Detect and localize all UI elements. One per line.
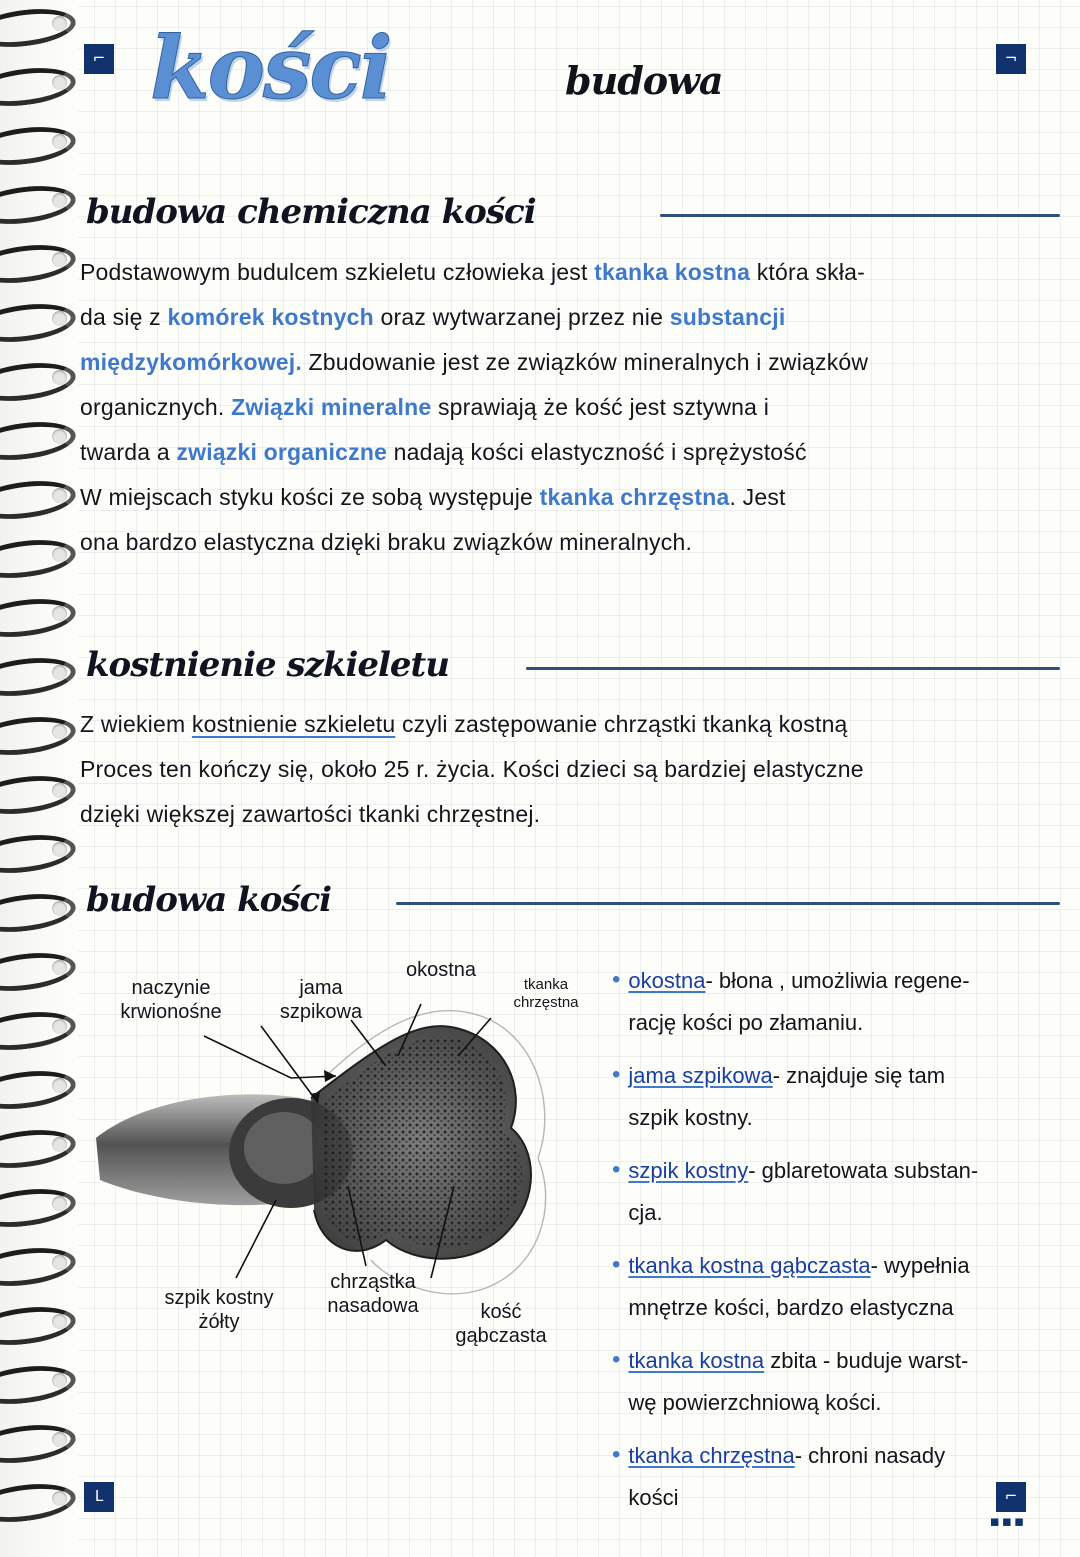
figure-label-okostna: okostna	[405, 959, 477, 981]
page-title: kości	[150, 18, 391, 119]
spiral-punch-hole	[52, 547, 67, 562]
corner-mark-glyph: ⌐	[92, 48, 106, 67]
spiral-ring	[0, 1243, 78, 1291]
list-item-text	[628, 1435, 945, 1519]
text-line	[80, 250, 1000, 295]
list-item-definition: - wypełnia	[870, 1253, 970, 1278]
list-item-text	[628, 960, 969, 1044]
bone-diagram	[86, 948, 606, 1418]
spiral-punch-hole	[52, 488, 67, 503]
text-span: dzięki większej zawartości tkanki chrzęstnej.	[80, 801, 541, 827]
section-rule	[660, 214, 1060, 217]
list-item-definition: zbita - buduje warst-	[764, 1348, 969, 1373]
spiral-ring	[0, 1125, 78, 1173]
section-heading-text: kostnienie szkieletu	[86, 645, 449, 685]
spiral-ring	[0, 653, 78, 701]
text-span: nadają kości elastyczność i sprężystość	[387, 439, 807, 465]
corner-mark-glyph: ⌐	[1004, 1486, 1018, 1505]
text-line	[80, 792, 1010, 837]
spiral-punch-hole	[52, 370, 67, 385]
list-item-definition: - znajduje się tam	[772, 1063, 946, 1088]
corner-mark-top-left	[84, 44, 114, 74]
spiral-ring	[0, 63, 78, 111]
spiral-punch-hole	[52, 1255, 67, 1270]
list-item-text	[628, 1245, 969, 1329]
spiral-punch-hole	[52, 193, 67, 208]
list-item-term: jama szpikowa	[628, 1063, 773, 1088]
figure-label-tkanka-chrzestna: tkanka chrzęstna	[513, 976, 579, 1011]
spiral-punch-hole	[52, 311, 67, 326]
spiral-binding	[0, 0, 78, 1557]
section-heading-budowa-kosci	[86, 880, 331, 920]
spiral-ring	[0, 1420, 78, 1468]
list-item-continuation: kości	[628, 1485, 679, 1510]
spiral-punch-hole	[52, 1491, 67, 1506]
section-rule	[526, 667, 1060, 670]
text-span: komórek kostnych	[167, 304, 374, 330]
spiral-punch-hole	[52, 606, 67, 621]
spiral-ring	[0, 948, 78, 996]
list-item	[612, 1055, 1032, 1139]
figure-label-naczynie-krwionosne: naczynie krwionośne	[120, 977, 222, 1023]
text-span: międzykomórkowej.	[80, 349, 302, 375]
spiral-ring	[0, 1066, 78, 1114]
bullet-dot-icon: •	[612, 1156, 621, 1183]
list-item-term: okostna	[628, 968, 706, 993]
text-line	[80, 340, 1000, 385]
spiral-punch-hole	[52, 252, 67, 267]
text-span: Związki mineralne	[231, 394, 432, 420]
list-item-continuation: szpik kostny.	[628, 1105, 753, 1130]
text-span: Zbudowanie jest ze związków mineralnych i związków	[301, 349, 869, 375]
text-span: sprawiają że kość jest sztywna i	[431, 394, 770, 420]
bullet-dot-icon: •	[612, 966, 621, 993]
spiral-ring	[0, 299, 78, 347]
spiral-punch-hole	[52, 1432, 67, 1447]
text-span: tkanka kostna	[594, 259, 751, 285]
spiral-punch-hole	[52, 960, 67, 975]
spiral-punch-hole	[52, 1137, 67, 1152]
text-span: która skła-	[750, 259, 866, 285]
spiral-punch-hole	[52, 665, 67, 680]
spiral-punch-hole	[52, 75, 67, 90]
figure-label-szpik-kostny-zolty: szpik kostny żółty	[164, 1287, 274, 1333]
section-heading-chemiczna	[86, 192, 536, 232]
corner-mark-glyph: ¬	[1004, 48, 1018, 67]
list-item-text	[628, 1150, 978, 1234]
text-line	[80, 520, 1000, 565]
text-span: ona bardzo elastyczna dzięki braku związków mineralnych.	[80, 529, 693, 555]
section-heading-kostnienie	[86, 645, 449, 685]
spiral-punch-hole	[52, 429, 67, 444]
text-span: organicznych.	[80, 394, 232, 420]
spiral-punch-hole	[52, 1314, 67, 1329]
corner-dots-decoration: ▪▪▪	[989, 1512, 1026, 1530]
spiral-ring	[0, 535, 78, 583]
list-item	[612, 960, 1032, 1044]
corner-mark-top-right	[996, 44, 1026, 74]
text-line	[80, 430, 1000, 475]
spiral-punch-hole	[52, 724, 67, 739]
corner-mark-glyph: L	[94, 1486, 104, 1505]
spiral-ring	[0, 122, 78, 170]
spiral-ring	[0, 1479, 78, 1527]
spiral-punch-hole	[52, 901, 67, 916]
section-heading-text: budowa chemiczna kości	[86, 192, 536, 232]
page-subtitle: budowa	[565, 58, 723, 103]
spiral-ring	[0, 181, 78, 229]
spiral-ring	[0, 1361, 78, 1409]
list-item-term: tkanka chrzęstna	[628, 1443, 795, 1468]
text-span: Podstawowym budulcem szkieletu człowieka jest	[80, 259, 595, 285]
text-span: da się z	[80, 304, 168, 330]
list-item-continuation: mnętrze kości, bardzo elastyczna	[628, 1295, 954, 1320]
list-item-text	[628, 1055, 945, 1139]
list-item	[612, 1150, 1032, 1234]
corner-mark-bottom-left	[84, 1482, 114, 1512]
spiral-ring	[0, 358, 78, 406]
spiral-ring	[0, 1184, 78, 1232]
text-line	[80, 747, 1010, 792]
spiral-punch-hole	[52, 16, 67, 31]
spiral-ring	[0, 889, 78, 937]
list-item	[612, 1435, 1032, 1519]
list-item-term: szpik kostny	[628, 1158, 749, 1183]
paragraph-chemiczna	[80, 250, 1000, 565]
text-span: związki organiczne	[176, 439, 388, 465]
text-line	[80, 475, 1000, 520]
spiral-ring	[0, 1007, 78, 1055]
text-span: tkanka chrzęstna	[539, 484, 730, 510]
text-span: oraz wytwarzanej przez nie	[373, 304, 670, 330]
section-rule	[396, 902, 1060, 905]
list-item-term: tkanka kostna gąbczasta	[628, 1253, 871, 1278]
list-item-continuation: cja.	[628, 1200, 663, 1225]
text-span: substancji	[669, 304, 786, 330]
spiral-punch-hole	[52, 1196, 67, 1211]
text-span: czyli zastępowanie chrząstki tkanką kostną	[395, 711, 848, 737]
text-span: Z wiekiem	[80, 711, 192, 737]
list-item-definition: - chroni nasady	[794, 1443, 946, 1468]
figure-label-kosc-gabczasta: kość gąbczasta	[455, 1301, 547, 1347]
text-span: Proces ten kończy się, około 25 r. życia. Kości dzieci są bardziej elastyczne	[80, 756, 864, 782]
spiral-punch-hole	[52, 783, 67, 798]
spiral-punch-hole	[52, 842, 67, 857]
list-item	[612, 1245, 1032, 1329]
bullet-dot-icon: •	[612, 1441, 621, 1468]
spiral-ring	[0, 476, 78, 524]
spiral-punch-hole	[52, 1078, 67, 1093]
spiral-punch-hole	[52, 1373, 67, 1388]
bullet-dot-icon: •	[612, 1346, 621, 1373]
list-item-term: tkanka kostna	[628, 1348, 765, 1373]
spiral-punch-hole	[52, 134, 67, 149]
definition-list	[612, 960, 1032, 1530]
text-span: twarda a	[80, 439, 177, 465]
text-span: kostnienie szkieletu	[191, 711, 396, 737]
spiral-ring	[0, 830, 78, 878]
section-heading-text: budowa kości	[86, 880, 332, 920]
text-span: W miejscach styku kości ze sobą występuje	[80, 484, 540, 510]
text-line	[80, 295, 1000, 340]
spiral-ring	[0, 4, 78, 52]
list-item-continuation: wę powierzchniową kości.	[628, 1390, 882, 1415]
list-item	[612, 1340, 1032, 1424]
paragraph-kostnienie	[80, 702, 1010, 837]
spiral-ring	[0, 1302, 78, 1350]
figure-label-chrzastka-nasadowa: chrząstka nasadowa	[327, 1271, 419, 1317]
list-item-definition: - błona , umożliwia regene-	[705, 968, 970, 993]
spiral-ring	[0, 594, 78, 642]
list-item-definition: - gblaretowata substan-	[748, 1158, 979, 1183]
text-span: . Jest	[729, 484, 786, 510]
spiral-ring	[0, 712, 78, 760]
bullet-dot-icon: •	[612, 1061, 621, 1088]
spiral-ring	[0, 771, 78, 819]
spiral-ring	[0, 417, 78, 465]
bullet-dot-icon: •	[612, 1251, 621, 1278]
text-line	[80, 385, 1000, 430]
spiral-ring	[0, 240, 78, 288]
spiral-punch-hole	[52, 1019, 67, 1034]
list-item-continuation: rację kości po złamaniu.	[628, 1010, 864, 1035]
text-line	[80, 702, 1010, 747]
list-item-text	[628, 1340, 968, 1424]
figure-label-jama-szpikowa: jama szpikowa	[279, 977, 363, 1023]
